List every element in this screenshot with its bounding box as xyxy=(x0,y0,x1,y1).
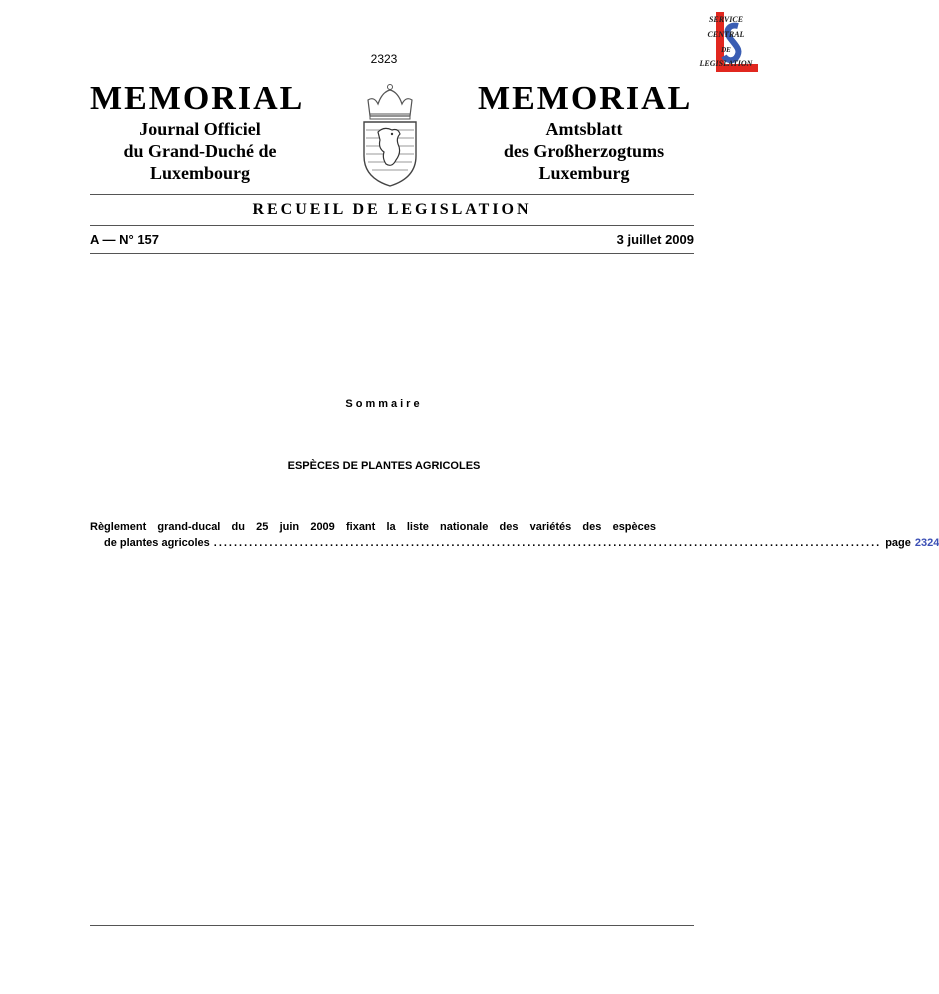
section-heading: ESPÈCES DE PLANTES AGRICOLES xyxy=(287,460,481,472)
subtitle-fr xyxy=(90,118,310,184)
subtitle-fr-line: Luxembourg xyxy=(149,163,250,183)
subtitle-fr-line: Journal Officiel xyxy=(139,119,261,139)
luxembourg-coat-of-arms-icon xyxy=(354,82,426,190)
sommaire-heading: Sommaire xyxy=(345,398,423,410)
bottom-rule xyxy=(90,925,694,926)
issue-date: 3 juillet 2009 xyxy=(616,232,694,247)
entry-title-line1: Règlement grand-ducal du 25 juin 2009 fixant la liste nationale des variétés des espèces xyxy=(90,521,656,533)
subtitle-de-line: Luxemburg xyxy=(538,163,630,183)
svg-text:DE: DE xyxy=(721,46,731,54)
entry-title-line2: de plantes agricoles xyxy=(104,537,210,549)
recueil-title: RECUEIL DE LEGISLATION xyxy=(252,201,532,218)
memorial-title-fr: MEMORIAL xyxy=(90,80,305,117)
issue-number: A — N° 157 xyxy=(90,232,160,247)
subtitle-de-line: Amtsblatt xyxy=(545,119,623,139)
svg-text:LEGISLATION: LEGISLATION xyxy=(699,59,753,68)
svg-text:CENTRAL: CENTRAL xyxy=(707,30,745,39)
header-rule-top xyxy=(90,194,694,195)
header-rule-bottom xyxy=(90,253,694,254)
contents-entry xyxy=(90,519,939,551)
service-central-legislation-logo xyxy=(686,6,766,78)
page-reference-link[interactable]: 2324 xyxy=(914,537,939,549)
subtitle-de xyxy=(474,118,694,184)
svg-text:SERVICE: SERVICE xyxy=(708,15,744,24)
memorial-title-de: MEMORIAL xyxy=(478,80,693,117)
dot-leader: .................................................................................................................................... xyxy=(213,537,882,549)
subtitle-fr-line: du Grand-Duché de xyxy=(123,141,277,161)
entry-line2 xyxy=(90,535,939,551)
page-number: 2323 xyxy=(370,52,398,66)
subtitle-de-line: des Großherzogtums xyxy=(503,141,665,161)
header-rule-middle xyxy=(90,225,694,226)
page-label: page xyxy=(885,537,911,549)
